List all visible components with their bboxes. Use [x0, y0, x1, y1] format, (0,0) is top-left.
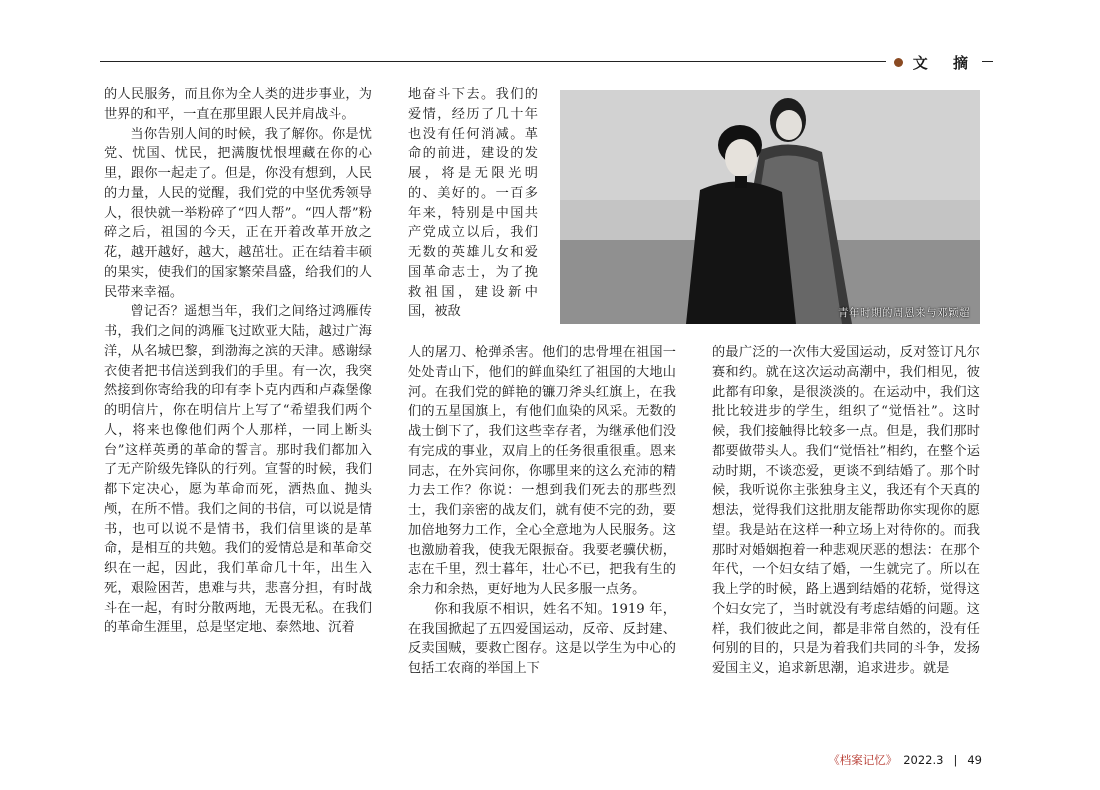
footer-separator: | [953, 753, 958, 767]
issue-number: 2022.3 [903, 753, 944, 767]
paragraph: 地奋斗下去。我们的爱情，经历了几十年也没有任何消减。革命的前进，建设的发展，将是无限光明的、美好的。一百多年来，特别是中国共产党成立以后，我们无数的英雄儿女和爱国革命志士，为了挽救祖国，建设新中国，被敌 [408, 87, 538, 320]
article-column-3 [712, 343, 980, 679]
paragraph: 当你告别人间的时候，我了解你。你是忧党、忧国、忧民，把满腹忧恨埋藏在你的心里，跟你一起走了。但是，你没有想到，人民的力量，人民的觉醒，我们党的中坚优秀领导人，很快就一举粉碎了“四人帮”。“四人帮”粉碎之后，祖国的今天，正在开着改革开放之花，越开越好，越大，越茁壮。正在结着丰硕的果实，使我们的国家繁荣昌盛，给我们的人民带来幸福。 [104, 126, 372, 300]
photo-illustration [560, 90, 980, 324]
paragraph: 你和我原不相识，姓名不知。1919 年，在我国掀起了五四爱国运动，反帝、反封建、反卖国贼，要救亡图存。这是以学生为中心的包括工农商的举国上下 [408, 601, 676, 676]
article-column-1 [104, 85, 372, 638]
photo-caption: 青年时期的周恩来与邓颖超 [838, 307, 970, 319]
bullet-dot-icon [894, 58, 903, 67]
section-title: 文 摘 [912, 54, 978, 72]
paragraph: 的最广泛的一次伟大爱国运动，反对签订凡尔赛和约。就在这次运动高潮中，我们相见，彼此都有印象，是很淡淡的。在运动中，我们这批比较进步的学生，组织了“觉悟社”。这时候，我们接触得比较多一点。但是，我们那时都要做带头人。我们“觉悟社”相约，在整个运动时期，不谈恋爱，更谈不到结婚了。那个时候，我听说你主张独身主义，我还有个天真的想法，觉得我们这批朋友能帮助你实现你的愿望。我是站在这样一种立场上对待你的。而我那时对婚姻抱着一种悲观厌恶的想法：在那个年代，一个妇女结了婚，一生就完了。所以在我上学的时候，路上遇到结婚的花轿，觉得这个妇女完了，当时就没有考虑结婚的问题。这样，我们彼此之间，都是非常自然的，没有任何别的目的，只是为着我们共同的斗争，发扬爱国主义，追求新思潮，追求进步。就是 [712, 345, 980, 676]
page-number: 49 [967, 753, 982, 767]
historical-photo [560, 90, 980, 324]
paragraph: 人的屠刀、枪弹杀害。他们的忠骨埋在祖国一处处青山下，他们的鲜血染红了祖国的大地山河。在我们党的鲜艳的镰刀斧头红旗上，在我们的五星国旗上，有他们血染的风采。无数的战士倒下了，我们这些幸存者，为继承他们没有完成的事业，双肩上的任务很重很重。恩来同志，在外宾问你，你哪里来的这么充沛的精力去工作？你说：一想到我们死去的那些烈士，我们亲密的战友们，就有使不完的劲，要加倍地努力工作，全心全意地为人民服务。这也激励着我，使我无限振奋。我要老骥伏枥，志在千里，烈士暮年，壮心不已，把我有生的余力和余热，更好地为人民多服一点务。 [408, 345, 676, 597]
article-column-2-top [408, 85, 538, 322]
header-rule [100, 61, 993, 62]
paragraph: 的人民服务，而且你为全人类的进步事业，为世界的和平，一直在那里跟人民并肩战斗。 [104, 87, 372, 122]
magazine-title: 《档案记忆》 [828, 753, 898, 767]
page-footer [828, 752, 982, 768]
paragraph: 曾记否？遥想当年，我们之间络过鸿雁传书，我们之间的鸿雁飞过欧亚大陆，越过广海洋，从名城巴黎，到渤海之滨的天津。感谢绿衣使者把书信送到我们的手里。有一次，我突然接到你寄给我的印有李卜克内西和卢森堡像的明信片，你在明信片上写了“希望我们两个人，将来也像他们两个人那样，一同上断头台”这样英勇的革命的誓言。那时我们都加入了无产阶级先锋队的行列。宣誓的时候，我们都下定决心，愿为革命而死，洒热血、抛头颅，在所不惜。我们之间的书信，可以说是情书，也可以说不是情书，我们信里谈的是革命，是相互的共勉。我们的爱情总是和革命交织在一起，因此，我们革命几十年，出生入死，艰险困苦，患难与共，悲喜分担，有时战斗在一起，有时分散两地，无畏无私。在我们的革命生涯里，总是坚定地、泰然地、沉着 [104, 304, 372, 636]
article-column-2-bottom [408, 343, 676, 679]
section-label [886, 52, 982, 73]
